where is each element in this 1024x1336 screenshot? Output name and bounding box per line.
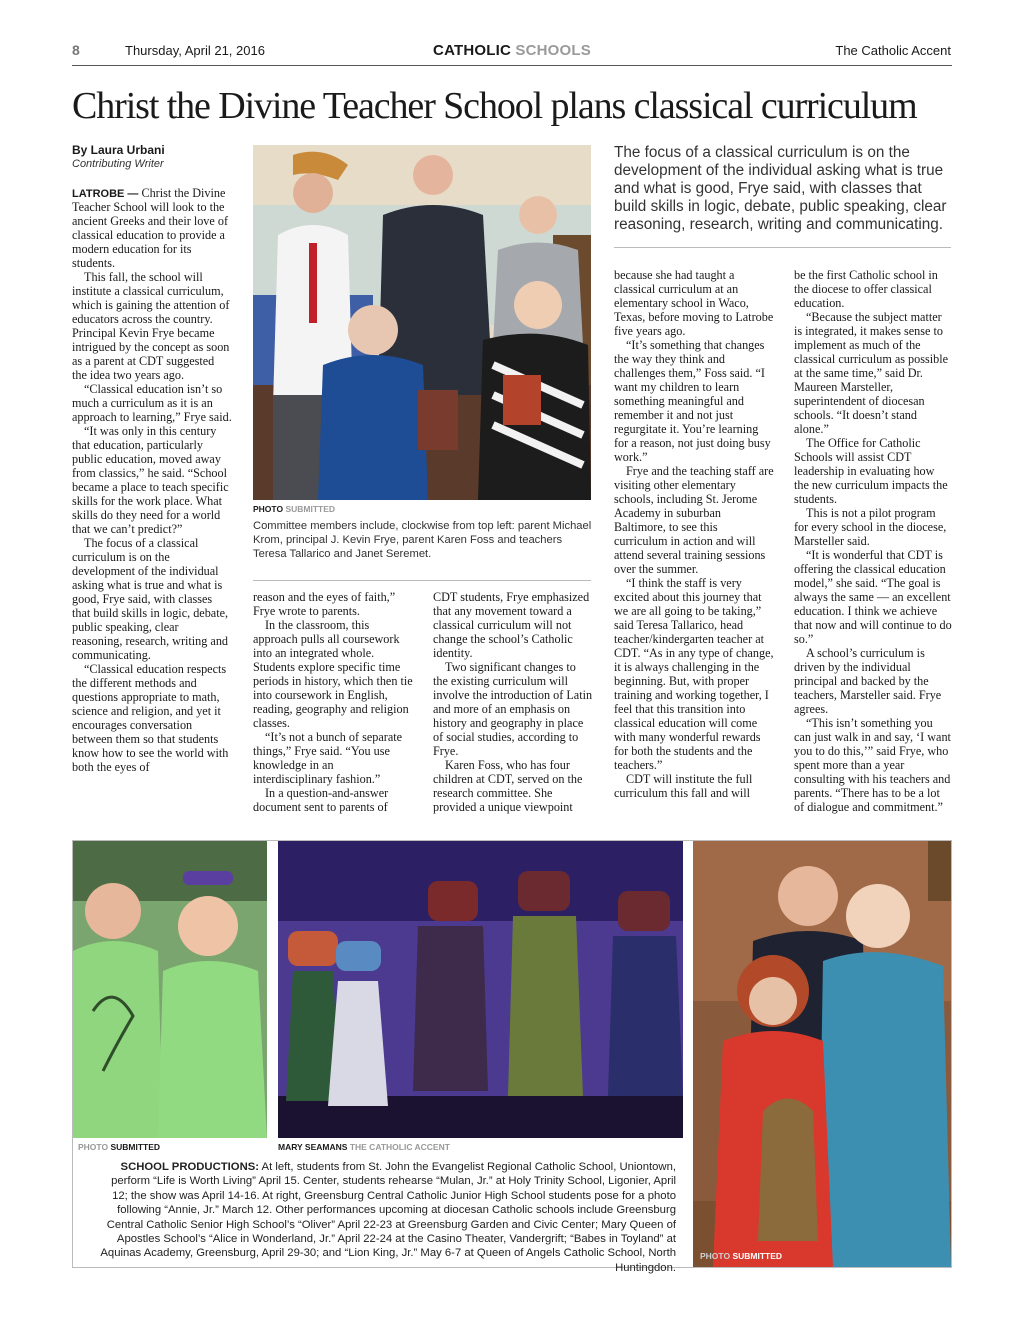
paragraph: This is not a pilot program for every school in the diocese, Marsteller said. bbox=[794, 506, 947, 548]
caption-rule bbox=[253, 580, 591, 581]
paragraph: “This isn’t something you can just walk in and say, ‘I want you to do this,’” said Frye, who spent more than a year consulting with his teachers and parents. “There has to be a lot of dialogue and commitment.” bbox=[794, 716, 951, 814]
credit-source: SUBMITTED bbox=[285, 504, 336, 514]
article-column-5 bbox=[794, 268, 952, 814]
header-rule bbox=[72, 65, 952, 66]
paragraph: Frye and the teaching staff are visiting other elementary schools, including St. Jerome Academy in suburban Baltimore, to see this curriculum in action and will attend several training sessions over the summer. bbox=[614, 464, 774, 576]
article-column-3 bbox=[433, 590, 593, 814]
credit-label: PHOTO bbox=[78, 1142, 109, 1152]
right-production-photo bbox=[693, 841, 951, 1267]
article-column-1 bbox=[72, 186, 232, 774]
section-title-bold: CATHOLIC bbox=[433, 42, 512, 59]
paragraph: In a question-and-answer document sent to parents of bbox=[253, 786, 389, 814]
credit-source: THE CATHOLIC ACCENT bbox=[349, 1142, 450, 1152]
paragraph: This fall, the school will institute a classical curriculum, which is gaining the attention of educators across the country. Principal Kevin Frye became intrigued by the concept as soon as a parent at CDT suggested the idea two years ago. bbox=[72, 270, 230, 382]
paper-name: The Catholic Accent bbox=[835, 43, 951, 58]
right-photo-credit bbox=[700, 1251, 782, 1261]
paragraph: In the classroom, this approach pulls all coursework into an integrated whole. Students explore specific time periods in history, which then tie into coursework in English, reading, geography and religion classes. bbox=[253, 618, 413, 730]
issue-date: Thursday, April 21, 2016 bbox=[125, 43, 265, 58]
page-number: 8 bbox=[72, 42, 80, 58]
paragraph: “Because the subject matter is integrated, it makes sense to implement as much of the classical curriculum as possible at the same time,” said Dr. Maureen Marsteller, superintendent of diocesan schools. “It doesn’t stand alone.” bbox=[794, 310, 948, 436]
productions-caption bbox=[100, 1160, 676, 1275]
committee-photo bbox=[253, 145, 591, 500]
paragraph: “I think the staff is very excited about this journey that we are all going to be taking,” said Teresa Tallarico, head teacher/kindergarten teacher at CDT. “As in any type of change, it is always challenging in the beginning. But, with proper training and working together, I feel that this transition into classical education will come with many wonderful rewards for both the students and the teachers.” bbox=[614, 576, 774, 772]
center-production-photo bbox=[278, 841, 683, 1138]
credit-name: MARY SEAMANS bbox=[278, 1142, 348, 1152]
dateline: LATROBE — bbox=[72, 188, 139, 200]
paragraph-text: Christ the Divine Teacher School will look to the ancient Greeks and their love of classical education to provide a modern education for its students. bbox=[72, 186, 229, 270]
pull-quote-rule bbox=[614, 247, 951, 248]
paragraph: “Classical education isn’t so much a curriculum as it is an approach to learning,” Frye said. bbox=[72, 382, 232, 424]
paragraph: CDT will institute the full curriculum this fall and will bbox=[614, 772, 753, 800]
credit-source: SUBMITTED bbox=[110, 1142, 161, 1152]
center-photo-credit bbox=[278, 1142, 450, 1152]
paragraph: The focus of a classical curriculum is on the development of the individual asking what is true and what is good, Frye said, with classes that build skills in logic, debate, public speaking, clear reasoning, research, writing and communicating. bbox=[72, 536, 229, 662]
photo-credit bbox=[253, 504, 335, 514]
article-column-2 bbox=[253, 590, 413, 814]
paragraph: because she had taught a classical curriculum at an elementary school in Waco, Texas, before moving to Latrobe five years ago. bbox=[614, 268, 774, 338]
paragraph: A school’s curriculum is driven by the individual principal and backed by the teachers, Marsteller said. Frye agrees. bbox=[794, 646, 942, 716]
caption-title: SCHOOL PRODUCTIONS: bbox=[120, 1161, 260, 1173]
paragraph: “It’s something that changes the way they think and challenges them,” Foss said. “I want my children to learn something meaningful and remember it and not just regurgitate it. You’re learning for a reason, not just doing busy work.” bbox=[614, 338, 771, 464]
paragraph: be the first Catholic school in the diocese to offer classical education. bbox=[794, 268, 938, 310]
paragraph: “It is wonderful that CDT is offering the classical education model,” she said. “The goal is always the same — an excellent education. I think we achieve that now and will continue to do so.” bbox=[794, 548, 952, 646]
left-photo-credit bbox=[78, 1142, 160, 1152]
byline: By Laura Urbani bbox=[72, 143, 165, 157]
left-production-photo bbox=[73, 841, 267, 1138]
photo-caption: Committee members include, clockwise from top left: parent Michael Krom, principal J. Kevin Frye, parent Karen Foss and teachers Teresa Tallarico and Janet Seremet. bbox=[253, 520, 592, 560]
section-title-light: SCHOOLS bbox=[515, 42, 591, 59]
paragraph: “It’s not a bunch of separate things,” Frye said. “You use knowledge in an interdisciplinary fashion.” bbox=[253, 730, 403, 786]
paragraph: Two significant changes to the existing curriculum will involve the introduction of Latin and more of an emphasis on history and geography in place of social studies, according to Frye. bbox=[433, 660, 593, 758]
credit-source: SUBMITTED bbox=[732, 1251, 783, 1261]
paragraph: The Office for Catholic Schools will assist CDT leadership in evaluating how the new curriculum impacts the students. bbox=[794, 436, 948, 506]
paragraph: CDT students, Frye emphasized that any movement toward a classical curriculum will not change the school’s Catholic identity. bbox=[433, 590, 590, 660]
pull-quote: The focus of a classical curriculum is on the development of the individual asking what is true and what is good, Frye said, with classes that build skills in logic, debate, public speaking, clear reasoning, research, writing and communicating. bbox=[614, 144, 947, 233]
paragraph: reason and the eyes of faith,” Frye wrote to parents. bbox=[253, 590, 396, 618]
byline-role: Contributing Writer bbox=[72, 158, 164, 170]
paragraph: Karen Foss, who has four children at CDT, served on the research committee. She provided a unique viewpoint bbox=[433, 758, 583, 814]
paragraph: “It was only in this century that education, particularly public education, moved away from classics,” he said. “School became a place to teach specific skills for the work place. What skills do they need for a world that we can’t predict?” bbox=[72, 424, 229, 536]
credit-label: PHOTO bbox=[253, 504, 284, 514]
paragraph: “Classical education respects the different methods and questions appropriate to math, science and religion, and yet it encourages conversation between them so that students know how to see the world with both the eyes of bbox=[72, 662, 229, 774]
paragraph bbox=[72, 186, 232, 270]
caption-body: At left, students from St. John the Evangelist Regional Catholic School, Uniontown, perform “Life is Worth Living” April 15. Center, students rehearse “Mulan, Jr.” at Holy Trinity School, Ligonier, April 12; the show was April 14-16. At right, Greensburg Central Catholic Junior High School students pose for a photo following “Annie, Jr.” March 12. Other performances upcoming at diocesan Catholic schools include Greensburg Central Catholic Senior High School’s “Oliver” April 22-23 at Greensburg Garden and Civic Center; Mary Queen of Apostles School’s “Alice in Wonderland, Jr.” April 22-24 at the Casino Theater, Vandergrift; “Babes in Toyland” at Aquinas Academy, Greensburg, April 29-30; and “Lion King, Jr.” May 6-7 at Queen of Angels Catholic School, North Huntingdon. bbox=[100, 1161, 676, 1274]
article-headline: Christ the Divine Teacher School plans classical curriculum bbox=[72, 85, 917, 127]
article-column-4 bbox=[614, 268, 774, 800]
credit-label: PHOTO bbox=[700, 1251, 731, 1261]
